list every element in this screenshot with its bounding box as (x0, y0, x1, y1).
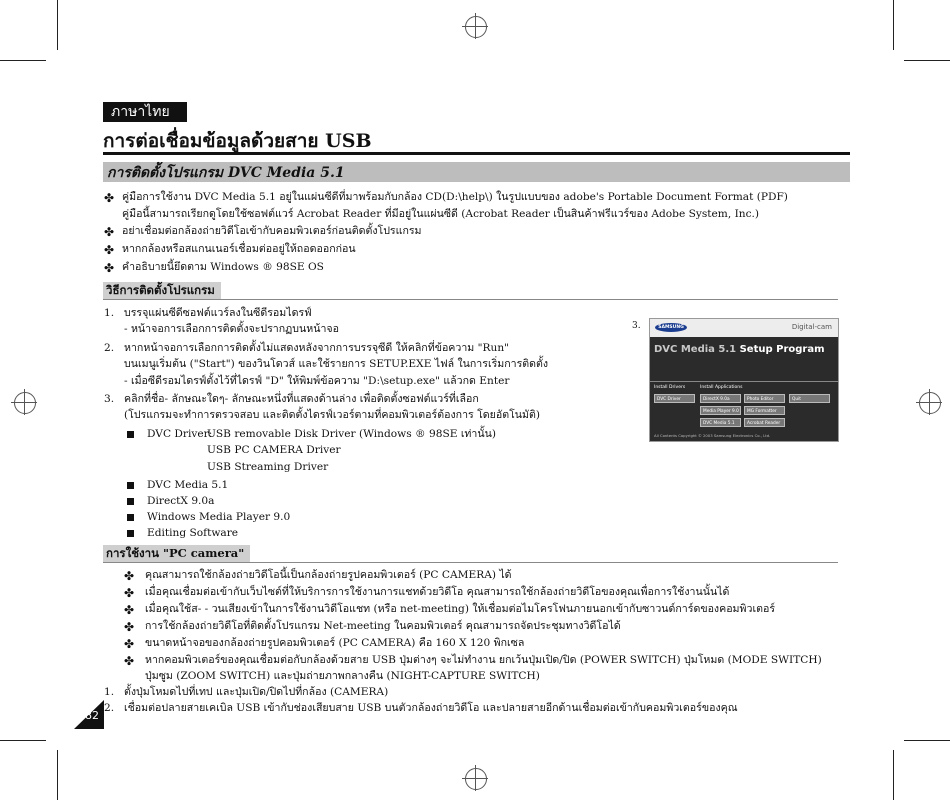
install-apps-label: Install Applications (700, 385, 743, 390)
square-bullet-icon (127, 431, 134, 438)
photo-editor-button[interactable]: Photo Editor (744, 394, 785, 403)
dvc-driver-button[interactable]: DVC Driver (654, 394, 695, 403)
screenshot-step-number: 3. (632, 321, 641, 331)
software-subitem: USB PC CAMERA Driver (207, 444, 341, 456)
section-title-bar (103, 162, 850, 182)
list-item-continuation: ปุ่มซูม (ZOOM SWITCH) และปุ่มถ่ายภาพกลางคืน (NIGHT-CAPTURE SWITCH) (145, 670, 540, 682)
cross-bullet-icon: ✤ (104, 261, 115, 275)
directx-button[interactable]: DirectX 9.0a (700, 394, 741, 403)
list-item: คู่มือนี้สามารถเรียกดูโดยใช้ซอฟต์แวร์ Acrobat Reader ที่มีอยู่ในแผ่นซีดี (Acrobat Reader เป็นสินค้าฟรีแวร์ของ Adobe System, Inc.) (122, 208, 760, 220)
title-divider (103, 152, 850, 155)
step-text: - เมื่อซีดีรอมไดรฟ์ตั้งไว้ที่ไดรฟ์ "D" ให้พิมพ์ข้อความ "D:\setup.exe" แล้วกด Enter (124, 375, 510, 387)
step-number: 1. (104, 307, 115, 319)
page-number: 82 (85, 709, 99, 722)
setup-title-product: DVC Media 5.1 (654, 344, 737, 355)
cross-bullet-icon: ✤ (104, 243, 115, 257)
pc-camera-heading-rule (103, 562, 838, 563)
software-item: DVC Media 5.1 (147, 479, 229, 491)
install-drivers-label: Install Drivers (654, 385, 686, 390)
list-item: การใช้กล้องถ่ายวิดีโอที่ติดตั้งโปรแกรม Net-meeting ในคอมพิวเตอร์ คุณสามารถจัดประชุมทางวิดีโอได้ (145, 620, 621, 632)
page-title: การต่อเชื่อมข้อมูลด้วยสาย USB (103, 130, 372, 152)
software-item: DirectX 9.0a (147, 495, 215, 507)
setup-program-screenshot (649, 318, 839, 442)
cross-bullet-icon: ✤ (124, 569, 135, 583)
software-item: Editing Software (147, 527, 239, 539)
screenshot-header (650, 319, 838, 337)
list-item: หากกล้องหรือสแกนเนอร์เชื่อมต่ออยู่ให้ถอดออกก่อน (122, 243, 356, 255)
square-bullet-icon (127, 498, 134, 505)
software-subitem: USB removable Disk Driver (Windows ® 98SE เท่านั้น) (207, 428, 496, 440)
step-text: หากหน้าจอการเลือกการติดตั้งไม่แสดงหลังจากการบรรจุซีดี ให้คลิกที่ข้อความ "Run" (124, 342, 510, 354)
screenshot-divider (650, 381, 838, 382)
dvc-media-button[interactable]: DVC Media 5.1 (700, 418, 741, 427)
software-item: DVC Driver: (147, 428, 213, 440)
step-text: (โปรแกรมจะทำการตรวจสอบ และติดตั้งไดรฟ์เวอร์ตามที่คอมพิวเตอร์ต้องการ โดยอัตโนมัติ) (124, 409, 541, 421)
list-item: คำอธิบายนี้ยึดตาม Windows ® 98SE OS (122, 261, 324, 273)
list-item: เมื่อคุณเชื่อมต่อเข้ากับเว็บไซต์ที่ให้บริการการใช้งานการแชทด้วยวิดีโอ คุณสามารถใช้กล้องถ่ายวิดีโอของคุณเพื่อการใช้งานนั้นได้ (145, 586, 730, 598)
cross-bullet-icon: ✤ (124, 637, 135, 651)
cross-bullet-icon: ✤ (124, 620, 135, 634)
digital-cam-logo: Digital-cam (791, 323, 832, 331)
step-number: 3. (104, 393, 115, 405)
step-number: 2. (104, 342, 115, 354)
step-text: ตั้งปุ่มโหมดไปที่เทป และปุ่มเปิด/ปิดไปที่กล้อง (CAMERA) (124, 686, 389, 698)
mg-formatter-button[interactable]: MG Formatter (744, 406, 785, 415)
step-text: เชื่อมต่อปลายสายเคเบิล USB เข้ากับช่องเสียบสาย USB บนตัวกล้องถ่ายวิดีโอ และปลายสายอีกด้านเชื่อมต่อเข้ากับคอมพิวเตอร์ของคุณ (124, 702, 738, 714)
step-text: - หน้าจอการเลือกการติดตั้งจะปรากฏบนหน้าจอ (124, 323, 339, 335)
install-heading-rule (103, 299, 838, 300)
list-item: คุณสามารถใช้กล้องถ่ายวิดีโอนี้เป็นกล้องถ่ายรูปคอมพิวเตอร์ (PC CAMERA) ได้ (145, 569, 512, 581)
setup-title (654, 344, 825, 355)
media-player-button[interactable]: Media Player 9.0 (700, 406, 741, 415)
step-text: บรรจุแผ่นซีดีซอฟต์แวร์ลงในซีดีรอมไดรฟ์ (124, 307, 312, 319)
list-item: หากคอมพิวเตอร์ของคุณเชื่อมต่อกับกล้องด้วยสาย USB ปุ่มต่างๆ จะไม่ทำงาน ยกเว้นปุ่มเปิด/ปิด (POWER SWITCH) ปุ่มโหมด (MODE SWITCH) (145, 654, 822, 666)
list-item: เมื่อคุณใช้ส- - วนเสียงเข้าในการใช้งานวิดีโอแชท (หรือ net-meeting) ให้เชื่อมต่อไมโครโฟนภายนอกเข้ากับซาวนด์การ์ดของคอมพิวเตอร์ (145, 603, 776, 615)
step-number: 1. (104, 686, 115, 698)
square-bullet-icon (127, 482, 134, 489)
cross-bullet-icon: ✤ (124, 586, 135, 600)
section-title: การติดตั้งโปรแกรม DVC Media 5.1 (107, 165, 345, 181)
screenshot-copyright: All Contents Copyright © 2003 Samsung Electronics Co., Ltd. (654, 433, 771, 438)
step-text: คลิกที่ชื่อ- ลักษณะใดๆ- ลักษณะหนึ่งที่แสดงด้านล่าง เพื่อติดตั้งซอฟต์แวร์ที่เลือก (124, 393, 479, 405)
list-item: ขนาดหน้าจอของกล้องถ่ายรูปคอมพิวเตอร์ (PC CAMERA) คือ 160 X 120 พิกเซล (145, 637, 525, 649)
software-subitem: USB Streaming Driver (207, 461, 329, 473)
acrobat-reader-button[interactable]: Acrobat Reader (744, 418, 785, 427)
step-number: 2. (104, 702, 115, 714)
square-bullet-icon (127, 514, 134, 521)
cross-bullet-icon: ✤ (124, 603, 135, 617)
software-item: Windows Media Player 9.0 (147, 511, 291, 523)
list-item: อย่าเชื่อมต่อกล้องถ่ายวิดีโอเข้ากับคอมพิวเตอร์ก่อนติดตั้งโปรแกรม (122, 225, 422, 237)
cross-bullet-icon: ✤ (124, 654, 135, 668)
pc-camera-heading: การใช้งาน "PC camera" (103, 545, 250, 562)
install-heading: วิธีการติดตั้งโปรแกรม (103, 282, 221, 299)
cross-bullet-icon: ✤ (104, 191, 115, 205)
list-item: คู่มือการใช้งาน DVC Media 5.1 อยู่ในแผ่นซีดีที่มาพร้อมกับกล้อง CD(D:\help\) ในรูปแบบของ adobe's Portable Document Format (PDF) (122, 191, 788, 203)
quit-button[interactable]: Quit (789, 394, 830, 403)
language-tab: ภาษาไทย (103, 102, 187, 122)
samsung-logo: SAMSUNG (655, 323, 687, 332)
cross-bullet-icon: ✤ (104, 225, 115, 239)
setup-title-suffix: Setup Program (736, 344, 825, 355)
step-text: บนเมนูเริ่มต้น ("Start") ของวินโดวส์ และใช้รายการ SETUP.EXE ไฟล์ ในการเริ่มการติดตั้ง (124, 358, 549, 370)
square-bullet-icon (127, 530, 134, 537)
